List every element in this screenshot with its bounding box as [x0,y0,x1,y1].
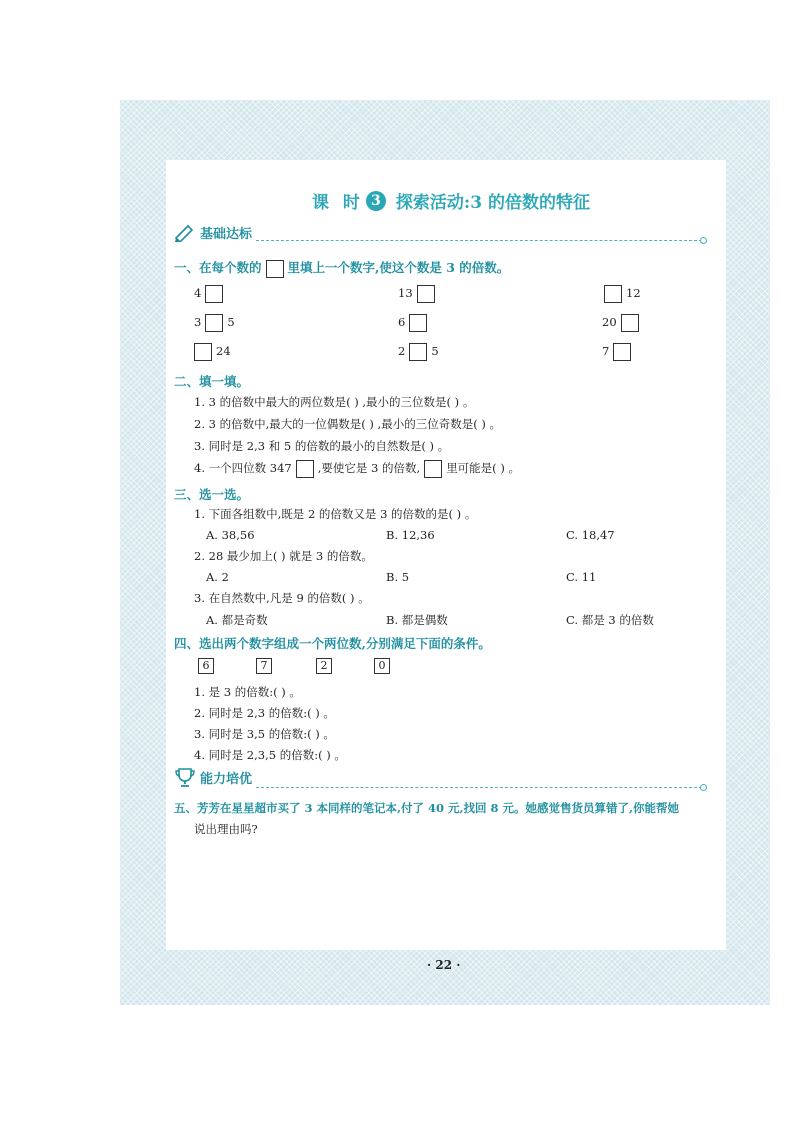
answer-box[interactable] [604,285,622,303]
digit-card: 0 [374,658,390,674]
q1-item-6: 20 [602,314,643,332]
q3-q2-option-a[interactable]: A. 2 [206,570,229,584]
q3-q2-option-c[interactable]: C. 11 [566,570,597,584]
trophy-icon [174,767,196,787]
answer-box[interactable] [194,343,212,361]
digit-card: 6 [198,658,214,674]
q5-line-2: 说出理由吗? [194,822,258,836]
answer-box[interactable] [205,314,223,332]
q1-title [174,258,509,278]
q3-q1-option-a[interactable]: A. 38,56 [206,528,255,542]
q3-q1-option-b[interactable]: B. 12,36 [386,528,435,542]
q4-line-2: 2. 同时是 2,3 的倍数:( ) 。 [194,706,335,720]
q4-line-4: 4. 同时是 2,3,5 的倍数:( ) 。 [194,748,346,762]
lesson-title [312,188,590,213]
q3-q3-option-a[interactable]: A. 都是奇数 [206,613,268,627]
q5-line-1 [174,800,679,816]
answer-box[interactable] [417,285,435,303]
q1-item-9: 7 [602,343,635,361]
q2-line-3: 3. 同时是 2,3 和 5 的倍数的最小的自然数是( ) 。 [194,439,450,453]
q3-question-3: 3. 在自然数中,凡是 9 的倍数( ) 。 [194,591,370,605]
answer-box[interactable] [424,460,442,478]
lesson-number-badge: 3 [366,191,386,211]
section-basic-label: 基础达标 [200,226,253,242]
q3-q3-option-b[interactable]: B. 都是偶数 [386,613,448,627]
q4-title: 四、选出两个数字组成一个两位数,分别满足下面的条件。 [174,636,491,651]
q1-title-box [266,260,284,278]
q3-question-1: 1. 下面各组数中,既是 2 的倍数又是 3 的倍数的是( ) 。 [194,507,477,521]
section-advanced-label: 能力培优 [200,771,253,787]
q4-line-1: 1. 是 3 的倍数:( ) 。 [194,685,301,699]
answer-box[interactable] [621,314,639,332]
q1-title-part-a: 一、在每个数的 [174,260,262,275]
lesson-title-text: 探索活动:3 的倍数的特征 [395,193,590,213]
answer-box[interactable] [409,343,427,361]
section-advanced-divider [256,787,702,788]
q1-item-4: 3 5 [194,314,235,332]
q5-line-1-text: 五、芳芳在星星超市买了 3 本同样的笔记本,付了 40 元,找回 8 元。她感觉售货员算错了,你能帮她 [174,801,680,815]
answer-box[interactable] [205,285,223,303]
q1-item-7: 24 [190,343,231,361]
q3-q2-option-b[interactable]: B. 5 [386,570,410,584]
section-advanced-header [174,767,252,787]
q3-question-2: 2. 28 最少加上( ) 就是 3 的倍数。 [194,549,373,563]
q2-line-4: 4. 一个四位数 347 ,要使它是 3 的倍数, 里可能是( ) 。 [194,460,520,478]
q3-title: 三、选一选。 [174,487,250,502]
q1-item-2: 13 [398,285,439,303]
q2-title: 二、填一填。 [174,374,250,389]
q4-line-3: 3. 同时是 3,5 的倍数:( ) 。 [194,727,335,741]
lesson-prefix: 课 时 [312,193,364,213]
answer-box[interactable] [409,314,427,332]
pencil-icon [174,222,196,242]
digit-card: 7 [256,658,272,674]
answer-box[interactable] [296,460,314,478]
q3-q3-option-c[interactable]: C. 都是 3 的倍数 [566,613,654,627]
digit-card: 2 [316,658,332,674]
q1-item-1: 4 [194,285,227,303]
answer-box[interactable] [613,343,631,361]
section-basic-divider [256,240,702,241]
q1-item-5: 6 [398,314,431,332]
q2-line-2: 2. 3 的倍数中,最大的一位偶数是( ) ,最小的三位奇数是( ) 。 [194,417,501,431]
q3-q1-option-c[interactable]: C. 18,47 [566,528,615,542]
q1-item-3: 12 [600,285,641,303]
page-number: · 22 · [427,958,461,972]
q1-item-8: 2 5 [398,343,439,361]
q1-title-part-b: 里填上一个数字,使这个数是 3 的倍数。 [287,260,510,275]
q2-line-1: 1. 3 的倍数中最大的两位数是( ) ,最小的三位数是( ) 。 [194,395,475,409]
section-basic-header [174,222,252,242]
